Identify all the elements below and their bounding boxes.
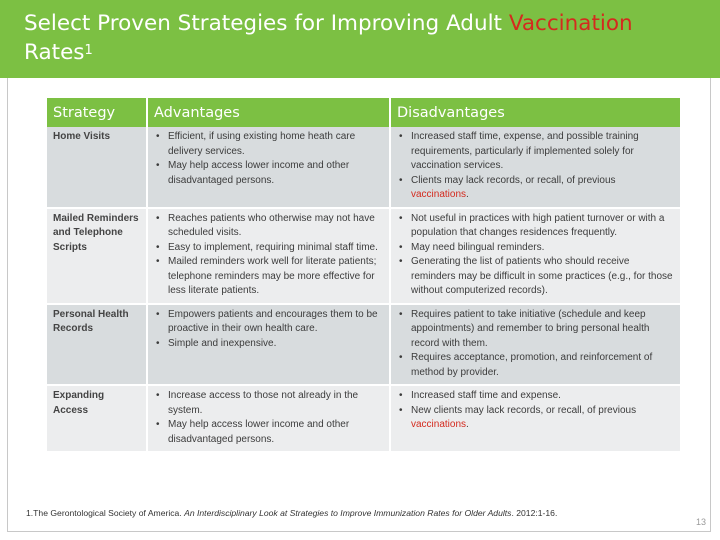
title-text-end: Rates (24, 40, 85, 65)
advantages-cell (147, 208, 390, 304)
list-item: • Increased staff time and expense. (397, 389, 674, 404)
title-text: Select Proven Strategies for Improving Adult (24, 11, 509, 36)
list-item: • Not useful in practices with high patient turnover or with a population that changes residences frequently. (397, 212, 674, 241)
title-superscript: 1 (84, 43, 93, 58)
header-disadvantages: Disadvantages (390, 98, 680, 127)
list-item: • Generating the list of patients who should receive reminders may be difficult in some practices (e.g., for those without computerized records). (397, 255, 674, 299)
footnote-citation-title: An Interdisciplinary Look at Strategies to Improve Immunization Rates for Older Adults (184, 508, 512, 518)
advantages-cell (147, 304, 390, 386)
title-accent-text: Vaccination (508, 11, 633, 36)
highlight-text: vaccinations (411, 419, 467, 430)
list-item: • Increase access to those not already in the system. (154, 389, 383, 418)
table-row (47, 127, 680, 208)
list-item: • Reaches patients who otherwise may not have scheduled visits. (154, 212, 383, 241)
list-item: • Clients may lack records, or recall, of previous vaccinations. (397, 174, 674, 203)
table-row (47, 304, 680, 386)
disadvantages-cell (390, 208, 680, 304)
list-item: • Simple and inexpensive. (154, 337, 383, 352)
list-item: • May need bilingual reminders. (397, 241, 674, 256)
footnote: 1.The Gerontological Society of America. An Interdisciplinary Look at Strategies to Improve Immunization Rates for Older Adults. 2012:1-16. (26, 508, 558, 518)
header-advantages: Advantages (147, 98, 390, 127)
list-item: • Mailed reminders work well for literate patients; telephone reminders may be more effective for less literate patients. (154, 255, 383, 299)
table-row (47, 385, 680, 452)
highlight-text: vaccinations (411, 189, 467, 200)
strategy-cell: Home Visits (47, 127, 147, 208)
table-row (47, 208, 680, 304)
disadvantages-cell (390, 127, 680, 208)
strategy-cell: Expanding Access (47, 385, 147, 452)
advantages-cell (147, 385, 390, 452)
slide-title (24, 9, 704, 67)
list-item: • May help access lower income and other disadvantaged persons. (154, 418, 383, 447)
list-item: • Increased staff time, expense, and possible training requirements, particularly if implemented solely for vaccination services. (397, 130, 674, 174)
list-item: • Easy to implement, requiring minimal staff time. (154, 241, 383, 256)
title-bar (0, 0, 720, 78)
table-header-row (47, 98, 680, 127)
disadvantages-cell (390, 304, 680, 386)
advantages-cell (147, 127, 390, 208)
page-number: 13 (695, 517, 706, 527)
strategy-cell: Personal Health Records (47, 304, 147, 386)
strategy-cell: Mailed Reminders and Telephone Scripts (47, 208, 147, 304)
list-item: • Empowers patients and encourages them to be proactive in their own health care. (154, 308, 383, 337)
list-item: • New clients may lack records, or recall, of previous vaccinations. (397, 404, 674, 433)
header-strategy: Strategy (47, 98, 147, 127)
disadvantages-cell (390, 385, 680, 452)
list-item: • Requires acceptance, promotion, and reinforcement of method by provider. (397, 351, 674, 380)
list-item: • May help access lower income and other disadvantaged persons. (154, 159, 383, 188)
list-item: • Requires patient to take initiative (schedule and keep appointments) and remember to bring personal health record with them. (397, 308, 674, 352)
list-item: • Efficient, if using existing home heath care delivery services. (154, 130, 383, 159)
strategy-table (47, 98, 680, 453)
